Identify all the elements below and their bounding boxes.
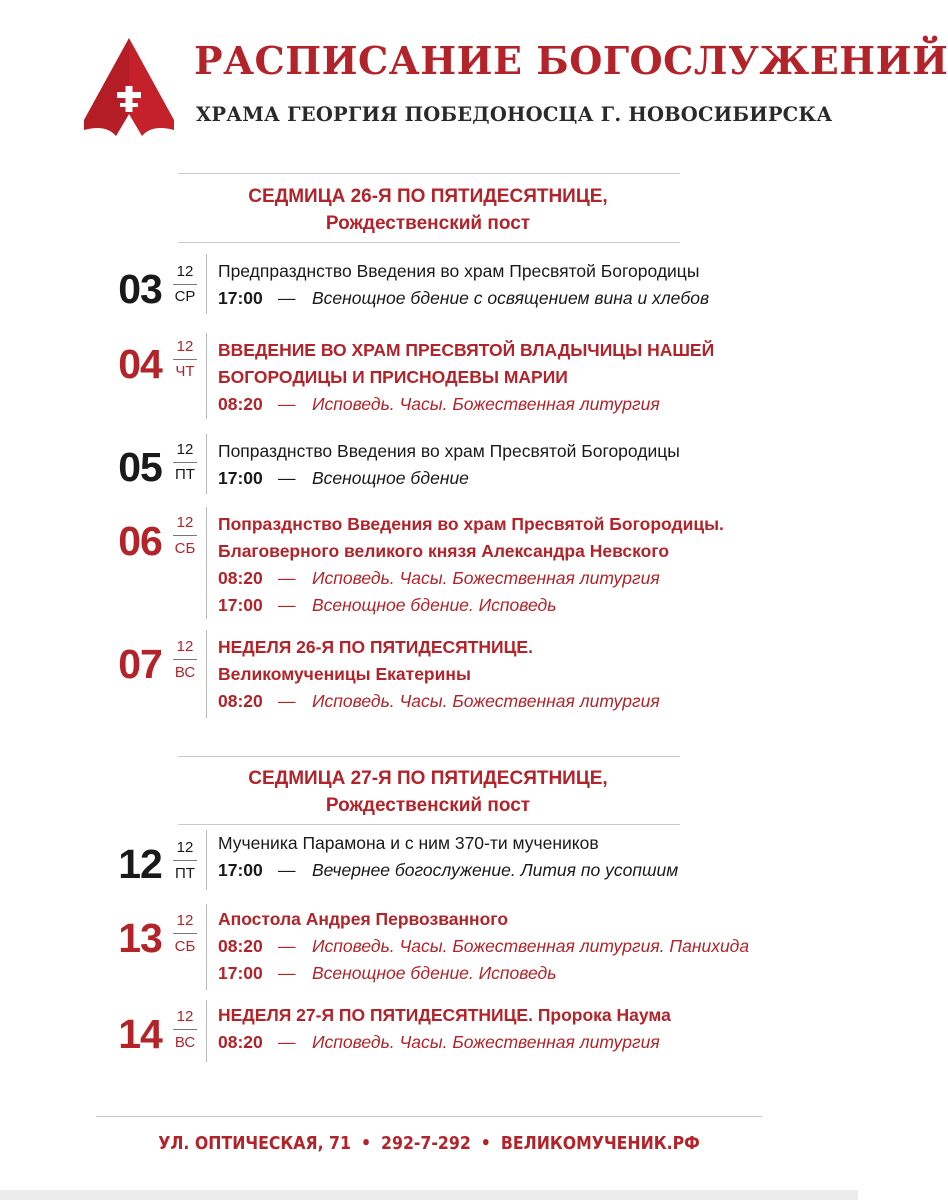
entry-rule bbox=[206, 630, 207, 718]
schedule-entry bbox=[100, 906, 820, 990]
service-row bbox=[218, 391, 818, 418]
entry-title: Попразднство Введения во храм Пресвятой Богородицы. bbox=[218, 514, 724, 534]
page-title: РАСПИСАНИЕ БОГОСЛУЖЕНИЙ bbox=[194, 38, 948, 83]
entry-day: 06 bbox=[118, 518, 162, 564]
date-divider bbox=[173, 535, 197, 536]
entry-rule bbox=[206, 830, 207, 890]
divider bbox=[178, 242, 680, 243]
date-divider bbox=[173, 860, 197, 861]
entry-day: 07 bbox=[118, 641, 162, 687]
footer-website: ВЕЛИКОМУЧЕНИК.РФ bbox=[500, 1134, 700, 1154]
church-roof-cross-icon bbox=[82, 36, 176, 136]
entry-weekday: ПТ bbox=[175, 466, 195, 483]
section-subheading: Рождественский пост bbox=[325, 795, 531, 816]
entry-weekday: ВС bbox=[174, 664, 196, 681]
service-text: Исповедь. Часы. Божественная литургия bbox=[312, 1032, 660, 1052]
date-divider bbox=[173, 659, 197, 660]
entry-month: 12 bbox=[176, 912, 194, 929]
service-text: Исповедь. Часы. Божественная литургия bbox=[312, 691, 660, 711]
footer-divider bbox=[96, 1116, 762, 1117]
entry-rule bbox=[206, 904, 207, 990]
service-text: Всенощное бдение. Исповедь bbox=[312, 595, 557, 615]
entry-month: 12 bbox=[176, 338, 194, 355]
entry-title: Мученика Парамона и с ним 370-ти мучеников bbox=[218, 833, 599, 853]
entry-rule bbox=[206, 507, 207, 619]
service-text: Исповедь. Часы. Божественная литургия bbox=[312, 394, 660, 414]
entry-month: 12 bbox=[176, 263, 194, 280]
entry-day: 13 bbox=[118, 915, 162, 961]
service-dash: — bbox=[278, 468, 296, 488]
entry-month: 12 bbox=[176, 514, 194, 531]
entry-weekday: ВС bbox=[174, 1034, 196, 1051]
divider bbox=[178, 756, 680, 757]
section-title bbox=[178, 765, 678, 819]
service-row bbox=[218, 565, 818, 592]
service-text: Всенощное бдение bbox=[312, 468, 469, 488]
service-dash: — bbox=[278, 595, 296, 615]
service-time: 08:20 bbox=[218, 1032, 263, 1052]
entry-title: ВВЕДЕНИЕ ВО ХРАМ ПРЕСВЯТОЙ ВЛАДЫЧИЦЫ НАШЕЙ bbox=[218, 340, 715, 360]
entry-title: Предпразднство Введения во храм Пресвятой Богородицы bbox=[218, 261, 700, 281]
service-row bbox=[218, 1029, 818, 1056]
divider bbox=[178, 173, 680, 174]
section-title bbox=[178, 183, 678, 237]
schedule-entry bbox=[100, 634, 820, 718]
entry-month: 12 bbox=[176, 839, 194, 856]
entry-weekday: СБ bbox=[174, 540, 196, 557]
service-dash: — bbox=[278, 1032, 296, 1052]
entry-title: НЕДЕЛЯ 27-Я ПО ПЯТИДЕСЯТНИЦЕ. Пророка Наума bbox=[218, 1005, 671, 1025]
service-row bbox=[218, 857, 818, 884]
service-dash: — bbox=[278, 568, 296, 588]
entry-title: Благоверного великого князя Александра Невского bbox=[218, 541, 670, 561]
divider bbox=[178, 824, 680, 825]
service-time: 08:20 bbox=[218, 568, 263, 588]
service-time: 17:00 bbox=[218, 288, 263, 308]
service-dash: — bbox=[278, 860, 296, 880]
entry-day: 14 bbox=[118, 1011, 162, 1057]
footer-separator: • bbox=[480, 1134, 491, 1154]
schedule-entry bbox=[100, 1002, 820, 1062]
service-row bbox=[218, 933, 818, 960]
service-dash: — bbox=[278, 936, 296, 956]
page-bottom-band bbox=[0, 1190, 858, 1200]
footer-separator: • bbox=[360, 1134, 372, 1154]
entry-rule bbox=[206, 333, 207, 419]
schedule-entry bbox=[100, 511, 820, 623]
footer-phone: 292-7-292 bbox=[381, 1134, 471, 1154]
service-time: 08:20 bbox=[218, 936, 263, 956]
entry-rule bbox=[206, 434, 207, 494]
service-text: Вечернее богослужение. Лития по усопшим bbox=[312, 860, 679, 880]
entry-weekday: СБ bbox=[174, 938, 196, 955]
entry-title: Великомученицы Екатерины bbox=[218, 664, 471, 684]
date-divider bbox=[173, 462, 197, 463]
entry-day: 04 bbox=[118, 341, 162, 387]
service-dash: — bbox=[278, 963, 296, 983]
schedule-entry bbox=[100, 830, 820, 890]
section-heading: СЕДМИЦА 27-Я ПО ПЯТИДЕСЯТНИЦЕ, bbox=[248, 768, 608, 789]
entry-day: 05 bbox=[118, 444, 162, 490]
service-text: Исповедь. Часы. Божественная литургия. Панихида bbox=[312, 936, 750, 956]
page-subtitle: ХРАМА ГЕОРГИЯ ПОБЕДОНОСЦА Г. НОВОСИБИРСКА bbox=[196, 103, 833, 126]
date-divider bbox=[173, 1029, 197, 1030]
date-divider bbox=[173, 933, 197, 934]
section-subheading: Рождественский пост bbox=[325, 213, 531, 234]
service-row bbox=[218, 960, 818, 987]
entry-month: 12 bbox=[176, 1008, 194, 1025]
footer bbox=[96, 1129, 762, 1159]
schedule-entry bbox=[100, 438, 820, 498]
entry-title: НЕДЕЛЯ 26-Я ПО ПЯТИДЕСЯТНИЦЕ. bbox=[218, 637, 533, 657]
service-dash: — bbox=[278, 288, 296, 308]
service-time: 17:00 bbox=[218, 860, 263, 880]
section-heading: СЕДМИЦА 26-Я ПО ПЯТИДЕСЯТНИЦЕ, bbox=[248, 186, 608, 207]
service-time: 17:00 bbox=[218, 468, 263, 488]
service-dash: — bbox=[278, 394, 296, 414]
entry-title: БОГОРОДИЦЫ И ПРИСНОДЕВЫ МАРИИ bbox=[218, 367, 568, 387]
service-text: Всенощное бдение с освящением вина и хлебов bbox=[312, 288, 710, 308]
service-dash: — bbox=[278, 691, 296, 711]
service-time: 17:00 bbox=[218, 963, 263, 983]
entry-weekday: ПТ bbox=[175, 865, 195, 882]
service-row bbox=[218, 285, 818, 312]
entry-day: 12 bbox=[118, 841, 162, 887]
entry-rule bbox=[206, 254, 207, 314]
date-divider bbox=[173, 284, 197, 285]
service-row bbox=[218, 592, 818, 619]
entry-month: 12 bbox=[176, 638, 194, 655]
date-divider bbox=[173, 359, 197, 360]
entry-month: 12 bbox=[176, 441, 194, 458]
entry-day: 03 bbox=[118, 266, 162, 312]
service-time: 08:20 bbox=[218, 394, 263, 414]
footer-address: УЛ. ОПТИЧЕСКАЯ, 71 bbox=[158, 1134, 351, 1154]
schedule-entry bbox=[100, 258, 820, 318]
service-row bbox=[218, 688, 818, 715]
service-row bbox=[218, 465, 818, 492]
entry-weekday: ЧТ bbox=[175, 363, 195, 380]
service-time: 17:00 bbox=[218, 595, 263, 615]
entry-rule bbox=[206, 1000, 207, 1062]
entry-title: Апостола Андрея Первозванного bbox=[218, 909, 509, 929]
service-text: Всенощное бдение. Исповедь bbox=[312, 963, 557, 983]
service-time: 08:20 bbox=[218, 691, 263, 711]
schedule-entry bbox=[100, 337, 820, 421]
entry-weekday: СР bbox=[174, 288, 196, 305]
service-text: Исповедь. Часы. Божественная литургия bbox=[312, 568, 660, 588]
entry-title: Попразднство Введения во храм Пресвятой Богородицы bbox=[218, 441, 680, 461]
